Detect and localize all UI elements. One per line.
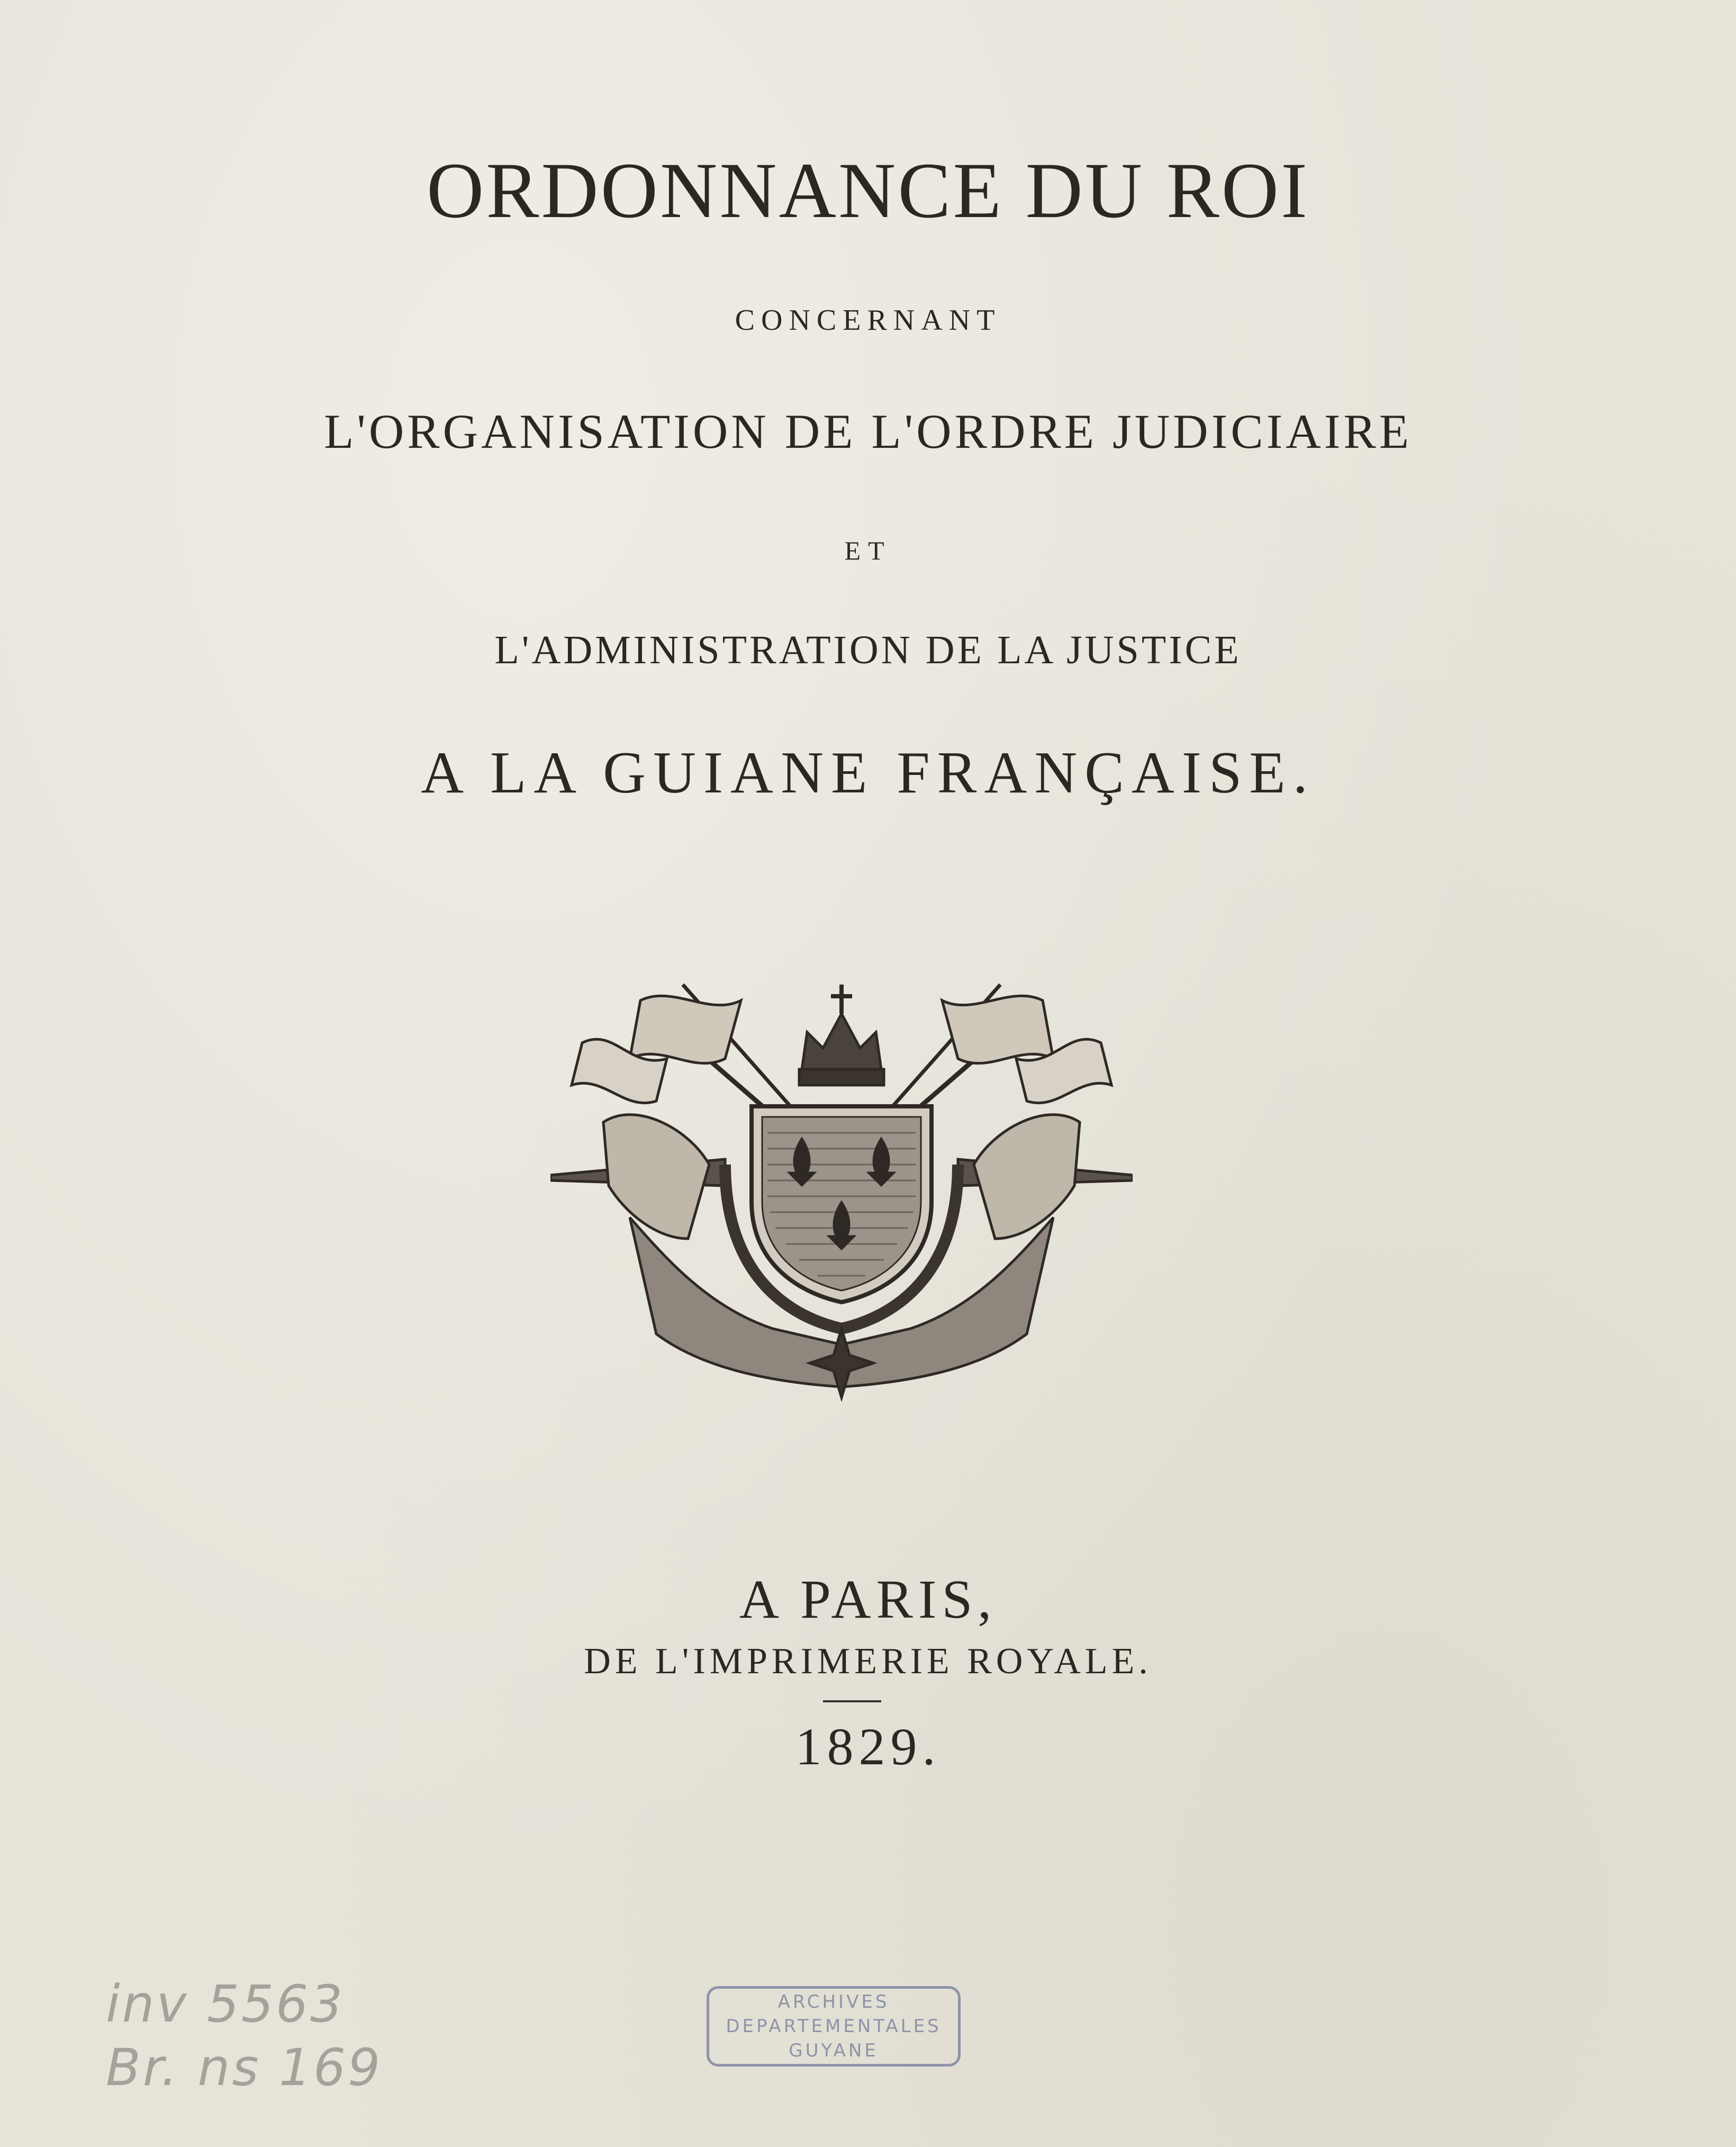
royal-coat-of-arms-icon (550, 963, 1133, 1413)
document-title: ORDONNANCE DU ROI (427, 147, 1309, 234)
imprint-year: 1829. (795, 1717, 941, 1776)
subject-line-guiane: A LA GUIANE FRANÇAISE. (421, 740, 1315, 806)
handwritten-shelfmark-note: Br. ns 169 (106, 2038, 383, 2097)
stamp-line-archives: ARCHIVES (777, 1991, 890, 2013)
conjunction-et: ET (844, 536, 892, 565)
subject-line-administration: L'ADMINISTRATION DE LA JUSTICE (494, 628, 1242, 672)
imprint-divider (823, 1700, 881, 1702)
archives-stamp (707, 1986, 961, 2067)
subtitle-concernant: CONCERNANT (735, 304, 1001, 337)
handwritten-inventory-note: inv 5563 (106, 1974, 345, 2034)
stamp-line-departementales: DEPARTEMENTALES (726, 2016, 942, 2037)
imprint-place: A PARIS, (739, 1569, 997, 1630)
imprint-printer: DE L'IMPRIMERIE ROYALE. (584, 1641, 1152, 1682)
stamp-line-guyane: GUYANE (789, 2040, 879, 2061)
subject-line-organisation: L'ORGANISATION DE L'ORDRE JUDICIAIRE (324, 404, 1412, 458)
